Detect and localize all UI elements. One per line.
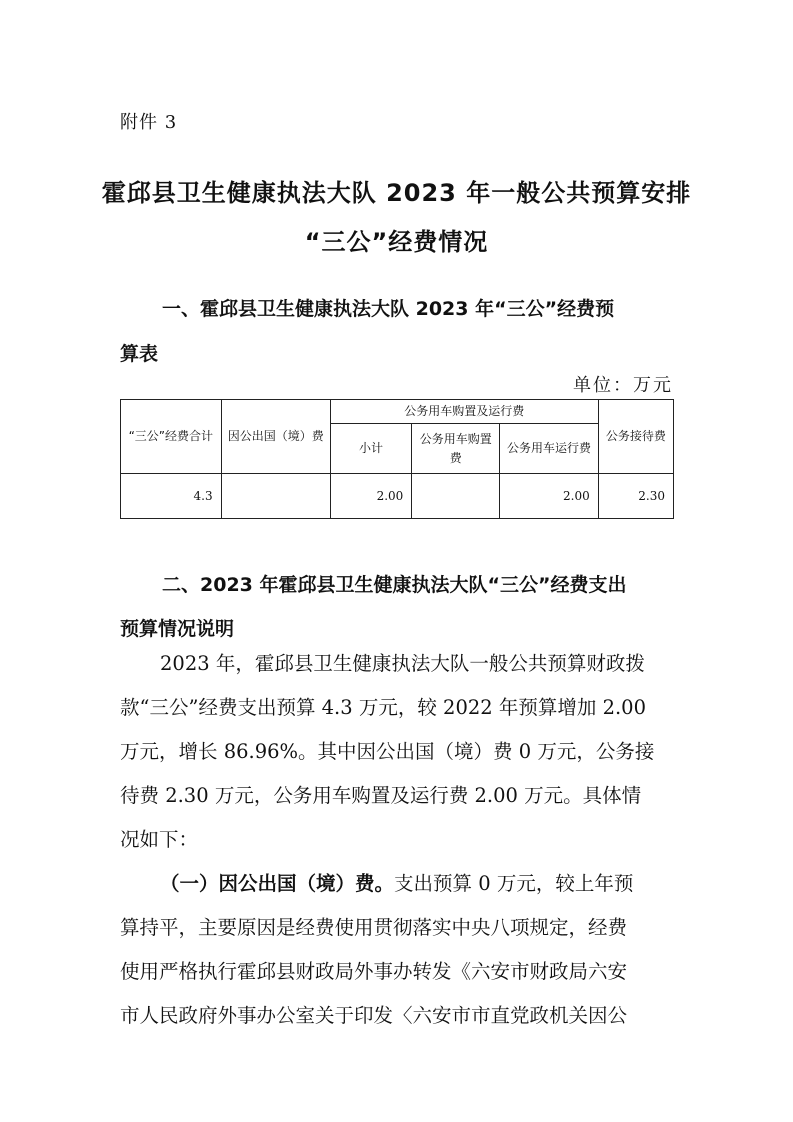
header-operation: 公务用车运行费 xyxy=(500,424,599,474)
budget-table xyxy=(120,399,674,519)
paragraph-line: 万元，增长 86.96%。其中因公出国（境）费 0 万元，公务接 xyxy=(120,740,655,763)
document-title-line2: “三公”经费情况 xyxy=(304,228,489,256)
paragraph-line: 市人民政府外事办公室关于印发〈六安市市直党政机关因公 xyxy=(120,1004,628,1027)
section1-heading-line2: 算表 xyxy=(120,343,159,365)
unit-label: 单位：万元 xyxy=(573,375,673,396)
paragraph-line: 款“三公”经费支出预算 4.3 万元，较 2022 年预算增加 2.00 xyxy=(120,696,646,719)
summary-paragraph xyxy=(120,642,676,1038)
header-subtotal: 小计 xyxy=(330,424,412,474)
cell-purchase xyxy=(412,474,500,519)
section2-heading-line2: 预算情况说明 xyxy=(120,618,235,640)
attachment-label: 附件 3 xyxy=(120,112,178,133)
section2-heading-line1: 二、2023 年霍邱县卫生健康执法大队“三公”经费支出 xyxy=(162,574,627,596)
header-abroad: 因公出国（境）费 xyxy=(221,400,330,474)
subsection1-text: 支出预算 0 万元，较上年预 xyxy=(394,872,634,895)
header-reception: 公务接待费 xyxy=(598,400,673,474)
cell-abroad xyxy=(221,474,330,519)
header-total: “三公”经费合计 xyxy=(121,400,222,474)
paragraph-line: 待费 2.30 万元，公务用车购置及运行费 2.00 万元。具体情 xyxy=(120,784,642,807)
subsection1-title: （一）因公出国（境）费。 xyxy=(160,872,395,895)
document-title-line1: 霍邱县卫生健康执法大队 2023 年一般公共预算安排 xyxy=(101,179,692,207)
cell-total: 4.3 xyxy=(121,474,222,519)
header-purchase: 公务用车购置费 xyxy=(412,424,500,474)
cell-subtotal: 2.00 xyxy=(330,474,412,519)
paragraph-line: 况如下： xyxy=(120,828,199,851)
subsection1-first-line xyxy=(120,862,676,906)
cell-reception: 2.30 xyxy=(598,474,673,519)
section1-heading-line1: 一、霍邱县卫生健康执法大队 2023 年“三公”经费预 xyxy=(162,298,615,320)
header-vehicle-group: 公务用车购置及运行费 xyxy=(330,400,598,424)
cell-operation: 2.00 xyxy=(500,474,599,519)
paragraph-line: 算持平，主要原因是经费使用贯彻落实中央八项规定，经费 xyxy=(120,916,628,939)
paragraph-line: 使用严格执行霍邱县财政局外事办转发《六安市财政局六安 xyxy=(120,960,628,983)
paragraph-line: 2023 年，霍邱县卫生健康执法大队一般公共预算财政拨 xyxy=(160,652,645,675)
